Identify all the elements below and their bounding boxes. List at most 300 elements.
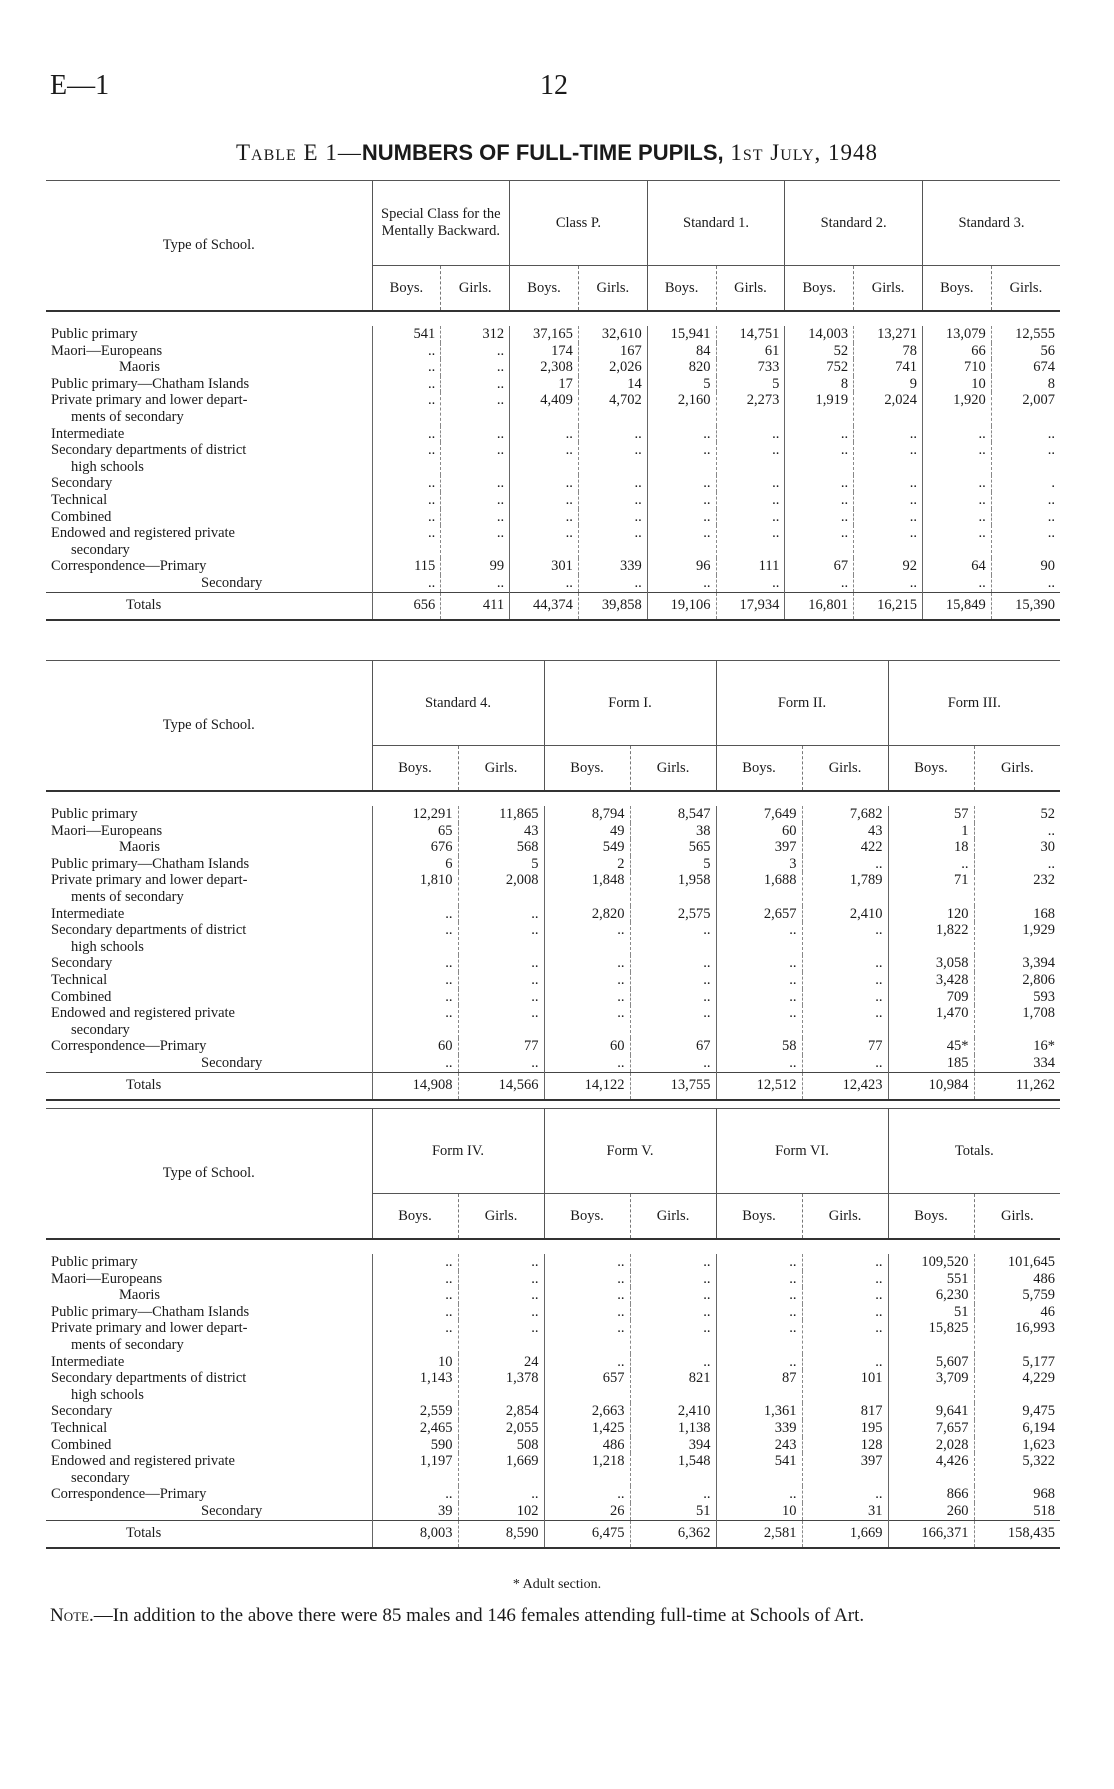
table-cell: ..	[578, 509, 647, 526]
table-row	[46, 575, 1060, 592]
row-label	[46, 1320, 372, 1353]
row-label-text: Combined	[51, 1436, 112, 1453]
table-cell: ..	[372, 1304, 458, 1321]
table-cell: 13,271	[854, 326, 923, 343]
table-cell: ..	[458, 989, 544, 1006]
table-row	[46, 806, 1060, 823]
table-cell: ..	[716, 1271, 802, 1288]
title-suffix: 1st July, 1948	[723, 140, 879, 165]
row-label-text: Maori—Europeans	[51, 342, 163, 359]
girls-header: Girls.	[802, 1194, 888, 1240]
totals-cell: 11,262	[974, 1072, 1060, 1100]
table-cell: ..	[544, 1320, 630, 1353]
table-cell: 195	[802, 1420, 888, 1437]
row-label-text: Secondary	[201, 574, 263, 591]
table-cell: ..	[372, 972, 458, 989]
table-cell: 5	[716, 376, 785, 393]
totals-cell: 44,374	[510, 592, 579, 620]
row-label	[46, 392, 372, 425]
table-cell: 109,520	[888, 1254, 974, 1271]
row-label-text: Maoris	[119, 359, 161, 376]
table-cell: 115	[372, 558, 441, 575]
group-header: Form II.	[716, 661, 888, 746]
table-cell: ..	[510, 525, 579, 558]
table-cell: 657	[544, 1370, 630, 1403]
table-cell: 968	[974, 1486, 1060, 1503]
type-of-school-header: Type of School.	[46, 181, 372, 312]
table-cell: 65	[372, 823, 458, 840]
table-cell: 820	[647, 359, 716, 376]
table-cell: ..	[630, 1304, 716, 1321]
row-label-text: Intermediate	[51, 905, 125, 922]
table-row	[46, 359, 1060, 376]
table-cell: 60	[544, 1038, 630, 1055]
table-cell: ..	[578, 575, 647, 592]
table-cell: 1,218	[544, 1453, 630, 1486]
table-cell: ..	[922, 475, 991, 492]
group-header: Form I.	[544, 661, 716, 746]
row-label-text: Correspondence—Primary	[51, 558, 207, 575]
table-cell: 334	[974, 1055, 1060, 1072]
table-cell: ..	[647, 475, 716, 492]
totals-label: Totals	[46, 1520, 372, 1548]
table-cell: 1,425	[544, 1420, 630, 1437]
group-header: Form VI.	[716, 1109, 888, 1194]
table-cell: 128	[802, 1437, 888, 1454]
table-cell: 301	[510, 558, 579, 575]
table-cell: ..	[544, 1055, 630, 1072]
table-row	[46, 509, 1060, 526]
table-cell: ..	[888, 856, 974, 873]
girls-header: Girls.	[991, 266, 1060, 312]
table-cell: 1,708	[974, 1005, 1060, 1038]
girls-header: Girls.	[854, 266, 923, 312]
totals-cell: 6,475	[544, 1520, 630, 1548]
table-cell: ..	[544, 1304, 630, 1321]
table-cell: ..	[647, 426, 716, 443]
footnote: * Adult section.	[512, 1577, 602, 1592]
table-cell: 24	[458, 1354, 544, 1371]
table-cell: 312	[441, 326, 510, 343]
table-cell: 16*	[974, 1038, 1060, 1055]
table-cell: 9,641	[888, 1403, 974, 1420]
table-cell: 741	[854, 359, 923, 376]
row-label	[46, 326, 372, 343]
title-prefix: Table E 1—	[235, 140, 362, 165]
table-cell: 1,669	[458, 1453, 544, 1486]
table-cell: ..	[458, 922, 544, 955]
row-label	[46, 1254, 372, 1271]
table-cell: 866	[888, 1486, 974, 1503]
table-cell: ..	[785, 426, 854, 443]
row-label-text: Secondary	[201, 1502, 263, 1519]
table-cell: ..	[458, 972, 544, 989]
table-cell: ..	[441, 509, 510, 526]
table-cell: ..	[578, 442, 647, 475]
table-cell: ..	[854, 509, 923, 526]
table-cell: 3,428	[888, 972, 974, 989]
row-label-continued: ments of secondary	[71, 408, 184, 425]
table-cell: ..	[854, 575, 923, 592]
row-label	[46, 906, 372, 923]
table-cell: 6,230	[888, 1287, 974, 1304]
row-label	[46, 442, 372, 475]
table-cell: 13,079	[922, 326, 991, 343]
boys-header: Boys.	[785, 266, 854, 312]
table-cell: 2,160	[647, 392, 716, 425]
table-cell: 1,548	[630, 1453, 716, 1486]
table-cell: ..	[372, 343, 441, 360]
row-label-continued: high schools	[71, 938, 144, 955]
table-cell: 92	[854, 558, 923, 575]
table-cell: 5	[647, 376, 716, 393]
table-cell: 49	[544, 823, 630, 840]
table-row	[46, 839, 1060, 856]
group-header: Standard 3.	[922, 181, 1060, 266]
table-cell: 518	[974, 1503, 1060, 1520]
table-cell: ..	[991, 442, 1060, 475]
table-section-3	[46, 1108, 1060, 1549]
row-label	[46, 376, 372, 393]
totals-cell: 16,215	[854, 592, 923, 620]
row-label-continued: secondary	[71, 541, 130, 558]
table-cell: ..	[802, 1254, 888, 1271]
row-label	[46, 872, 372, 905]
table-cell: ..	[647, 525, 716, 558]
table-cell: ..	[510, 492, 579, 509]
table-cell: ..	[716, 525, 785, 558]
table-row	[46, 376, 1060, 393]
table-cell: ..	[441, 359, 510, 376]
table-cell: ..	[441, 475, 510, 492]
table-cell: 3,058	[888, 955, 974, 972]
row-label-continued: high schools	[71, 1386, 144, 1403]
table-cell: 1,958	[630, 872, 716, 905]
table-row	[46, 823, 1060, 840]
table-cell: 2,854	[458, 1403, 544, 1420]
table-cell: ..	[578, 426, 647, 443]
table-cell: ..	[372, 442, 441, 475]
table-cell: 14,003	[785, 326, 854, 343]
girls-header: Girls.	[458, 1194, 544, 1240]
totals-cell: 39,858	[578, 592, 647, 620]
table-cell: ..	[372, 1320, 458, 1353]
type-of-school-header: Type of School.	[46, 661, 372, 792]
table-cell: ..	[802, 1271, 888, 1288]
table-cell: 593	[974, 989, 1060, 1006]
table-cell: ..	[716, 509, 785, 526]
table-cell: ..	[785, 492, 854, 509]
row-label-text: Public primary—Chatham Islands	[51, 1303, 250, 1320]
table-row	[46, 1503, 1060, 1520]
row-label-continued: secondary	[71, 1021, 130, 1038]
table-cell: ..	[922, 509, 991, 526]
row-label-text: Public primary	[51, 1254, 138, 1270]
table-cell: ..	[991, 575, 1060, 592]
table-cell: 37,165	[510, 326, 579, 343]
table-cell: 2,465	[372, 1420, 458, 1437]
table-cell: ..	[544, 972, 630, 989]
table-cell: 7,657	[888, 1420, 974, 1437]
row-label	[46, 359, 372, 376]
table-cell: ..	[991, 525, 1060, 558]
table-cell: 2,806	[974, 972, 1060, 989]
table-row	[46, 392, 1060, 425]
page-number: 12	[540, 70, 568, 101]
table-row	[46, 343, 1060, 360]
row-label-continued: ments of secondary	[71, 1336, 184, 1353]
row-label	[46, 972, 372, 989]
table-cell: 8,794	[544, 806, 630, 823]
row-label	[46, 575, 372, 592]
totals-row	[46, 592, 1060, 620]
table-section-1	[46, 180, 1060, 621]
row-label-text: Combined	[51, 508, 112, 525]
table-cell: ..	[785, 475, 854, 492]
table-cell: ..	[922, 575, 991, 592]
boys-header: Boys.	[716, 746, 802, 792]
table-cell: ..	[458, 1055, 544, 1072]
table-cell: ..	[441, 442, 510, 475]
row-label	[46, 1403, 372, 1420]
table-cell: 87	[716, 1370, 802, 1403]
row-label-text: Technical	[51, 491, 108, 508]
note-prefix: Note.	[50, 1605, 94, 1626]
boys-header: Boys.	[372, 1194, 458, 1240]
group-header: Special Class for the Mentally Backward.	[372, 181, 510, 266]
table-row	[46, 1403, 1060, 1420]
table-cell: 3,394	[974, 955, 1060, 972]
totals-cell: 656	[372, 592, 441, 620]
table-cell: 7,649	[716, 806, 802, 823]
table-cell: ..	[510, 509, 579, 526]
row-label-text: Secondary	[51, 1403, 113, 1420]
table-cell: ..	[802, 1304, 888, 1321]
girls-header: Girls.	[630, 1194, 716, 1240]
girls-header: Girls.	[630, 746, 716, 792]
totals-row	[46, 1520, 1060, 1548]
table-cell: ..	[802, 1055, 888, 1072]
table-cell: ..	[458, 1005, 544, 1038]
table-cell: 61	[716, 343, 785, 360]
table-cell: 111	[716, 558, 785, 575]
table-cell: 3	[716, 856, 802, 873]
table-cell: ..	[372, 1486, 458, 1503]
table-cell: ..	[372, 475, 441, 492]
table-cell: ..	[854, 525, 923, 558]
table-row	[46, 1287, 1060, 1304]
row-label-text: Intermediate	[51, 1353, 125, 1370]
table-cell: ..	[441, 492, 510, 509]
table-cell: ..	[458, 906, 544, 923]
table-cell: 1,919	[785, 392, 854, 425]
totals-cell: 158,435	[974, 1520, 1060, 1548]
table-cell: ..	[854, 442, 923, 475]
table-cell: 10	[716, 1503, 802, 1520]
row-label	[46, 806, 372, 823]
row-label	[46, 1354, 372, 1371]
totals-cell: 411	[441, 592, 510, 620]
row-label	[46, 475, 372, 492]
table-cell: 66	[922, 343, 991, 360]
boys-header: Boys.	[922, 266, 991, 312]
table-row	[46, 1486, 1060, 1503]
table-cell: ..	[647, 442, 716, 475]
table-row	[46, 1254, 1060, 1271]
table-cell: ..	[458, 1287, 544, 1304]
table-cell: ..	[458, 1254, 544, 1271]
table-cell: 67	[630, 1038, 716, 1055]
boys-header: Boys.	[372, 746, 458, 792]
table-row	[46, 955, 1060, 972]
table-cell: 1,138	[630, 1420, 716, 1437]
table-cell: ..	[922, 525, 991, 558]
table-cell: ..	[802, 1287, 888, 1304]
girls-header: Girls.	[578, 266, 647, 312]
group-header: Form V.	[544, 1109, 716, 1194]
table-row	[46, 1370, 1060, 1403]
table-cell: ..	[974, 823, 1060, 840]
row-label-text: Maori—Europeans	[51, 822, 163, 839]
table-row	[46, 989, 1060, 1006]
table-cell: 243	[716, 1437, 802, 1454]
table-cell: 77	[458, 1038, 544, 1055]
table-cell: ..	[647, 492, 716, 509]
row-label-text: Combined	[51, 988, 112, 1005]
totals-label: Totals	[46, 1072, 372, 1100]
table-cell: ..	[922, 442, 991, 475]
table-cell: ..	[372, 525, 441, 558]
row-label-text: Public primary—Chatham Islands	[51, 375, 250, 392]
table-section-2	[46, 660, 1060, 1101]
row-label-text: Endowed and registered private	[51, 1005, 235, 1022]
row-label	[46, 558, 372, 575]
row-label	[46, 1038, 372, 1055]
table-cell: ..	[630, 1320, 716, 1353]
table-cell: 120	[888, 906, 974, 923]
page-ref: E—1	[50, 70, 110, 101]
row-label	[46, 1005, 372, 1038]
table-cell: ..	[458, 1271, 544, 1288]
table-cell: 8,547	[630, 806, 716, 823]
table-cell: 51	[630, 1503, 716, 1520]
table-cell: 6,194	[974, 1420, 1060, 1437]
table-cell: 6	[372, 856, 458, 873]
boys-header: Boys.	[544, 1194, 630, 1240]
table-cell: 676	[372, 839, 458, 856]
totals-cell: 2,581	[716, 1520, 802, 1548]
table-cell: 486	[974, 1271, 1060, 1288]
totals-cell: 16,801	[785, 592, 854, 620]
table-cell: 1,143	[372, 1370, 458, 1403]
table-cell: 10	[372, 1354, 458, 1371]
row-label-text: Maoris	[119, 839, 161, 856]
table-cell: ..	[802, 856, 888, 873]
table-cell: ..	[802, 972, 888, 989]
totals-cell: 8,590	[458, 1520, 544, 1548]
table-cell: 84	[647, 343, 716, 360]
table-row	[46, 475, 1060, 492]
note	[50, 1604, 1060, 1628]
table-cell: ..	[716, 1304, 802, 1321]
table-cell: 232	[974, 872, 1060, 905]
table-cell: 30	[974, 839, 1060, 856]
table-cell: 4,426	[888, 1453, 974, 1486]
row-label-text: Secondary	[51, 475, 113, 492]
table-cell: 2,028	[888, 1437, 974, 1454]
table-cell: 5,322	[974, 1453, 1060, 1486]
table-cell: ..	[372, 1271, 458, 1288]
table-cell: 168	[974, 906, 1060, 923]
table-row	[46, 1304, 1060, 1321]
totals-cell: 8,003	[372, 1520, 458, 1548]
table-cell: ..	[544, 922, 630, 955]
row-label-text: Maori—Europeans	[51, 1270, 163, 1287]
table-cell: 1,688	[716, 872, 802, 905]
table-cell: ..	[716, 1005, 802, 1038]
row-label-text: Secondary departments of district	[51, 1370, 247, 1387]
table-cell: ..	[716, 1354, 802, 1371]
table-cell: ..	[802, 1320, 888, 1353]
table-cell: 38	[630, 823, 716, 840]
row-label	[46, 1420, 372, 1437]
table-cell: 590	[372, 1437, 458, 1454]
table-cell: .	[991, 475, 1060, 492]
table-cell: 397	[802, 1453, 888, 1486]
row-label	[46, 509, 372, 526]
row-label-text: Technical	[51, 971, 108, 988]
totals-cell: 15,849	[922, 592, 991, 620]
table-cell: 14,751	[716, 326, 785, 343]
table-cell: 486	[544, 1437, 630, 1454]
table-row	[46, 426, 1060, 443]
row-label-text: Secondary	[51, 955, 113, 972]
totals-cell: 13,755	[630, 1072, 716, 1100]
table-cell: ..	[544, 1354, 630, 1371]
table-cell: 71	[888, 872, 974, 905]
table-cell: ..	[372, 426, 441, 443]
table-cell: ..	[372, 1287, 458, 1304]
table-cell: ..	[716, 922, 802, 955]
table-cell: ..	[716, 475, 785, 492]
table-cell: ..	[991, 492, 1060, 509]
table-cell: 31	[802, 1503, 888, 1520]
row-label-text: Secondary departments of district	[51, 442, 247, 459]
table-cell: 5,759	[974, 1287, 1060, 1304]
table-cell: ..	[441, 525, 510, 558]
table-cell: ..	[716, 972, 802, 989]
table-cell: 1,789	[802, 872, 888, 905]
table-cell: ..	[544, 1287, 630, 1304]
totals-cell: 14,908	[372, 1072, 458, 1100]
row-label	[46, 525, 372, 558]
table-cell: 1	[888, 823, 974, 840]
table-cell: 77	[802, 1038, 888, 1055]
table-cell: ..	[716, 575, 785, 592]
table-cell: 56	[991, 343, 1060, 360]
table-cell: 5	[458, 856, 544, 873]
row-label-text: Public primary	[51, 326, 138, 342]
table-cell: ..	[716, 955, 802, 972]
table-cell: ..	[372, 989, 458, 1006]
row-label	[46, 1370, 372, 1403]
girls-header: Girls.	[441, 266, 510, 312]
boys-header: Boys.	[716, 1194, 802, 1240]
row-label	[46, 1486, 372, 1503]
table-cell: 2,008	[458, 872, 544, 905]
totals-cell: 14,566	[458, 1072, 544, 1100]
table-cell: ..	[458, 955, 544, 972]
